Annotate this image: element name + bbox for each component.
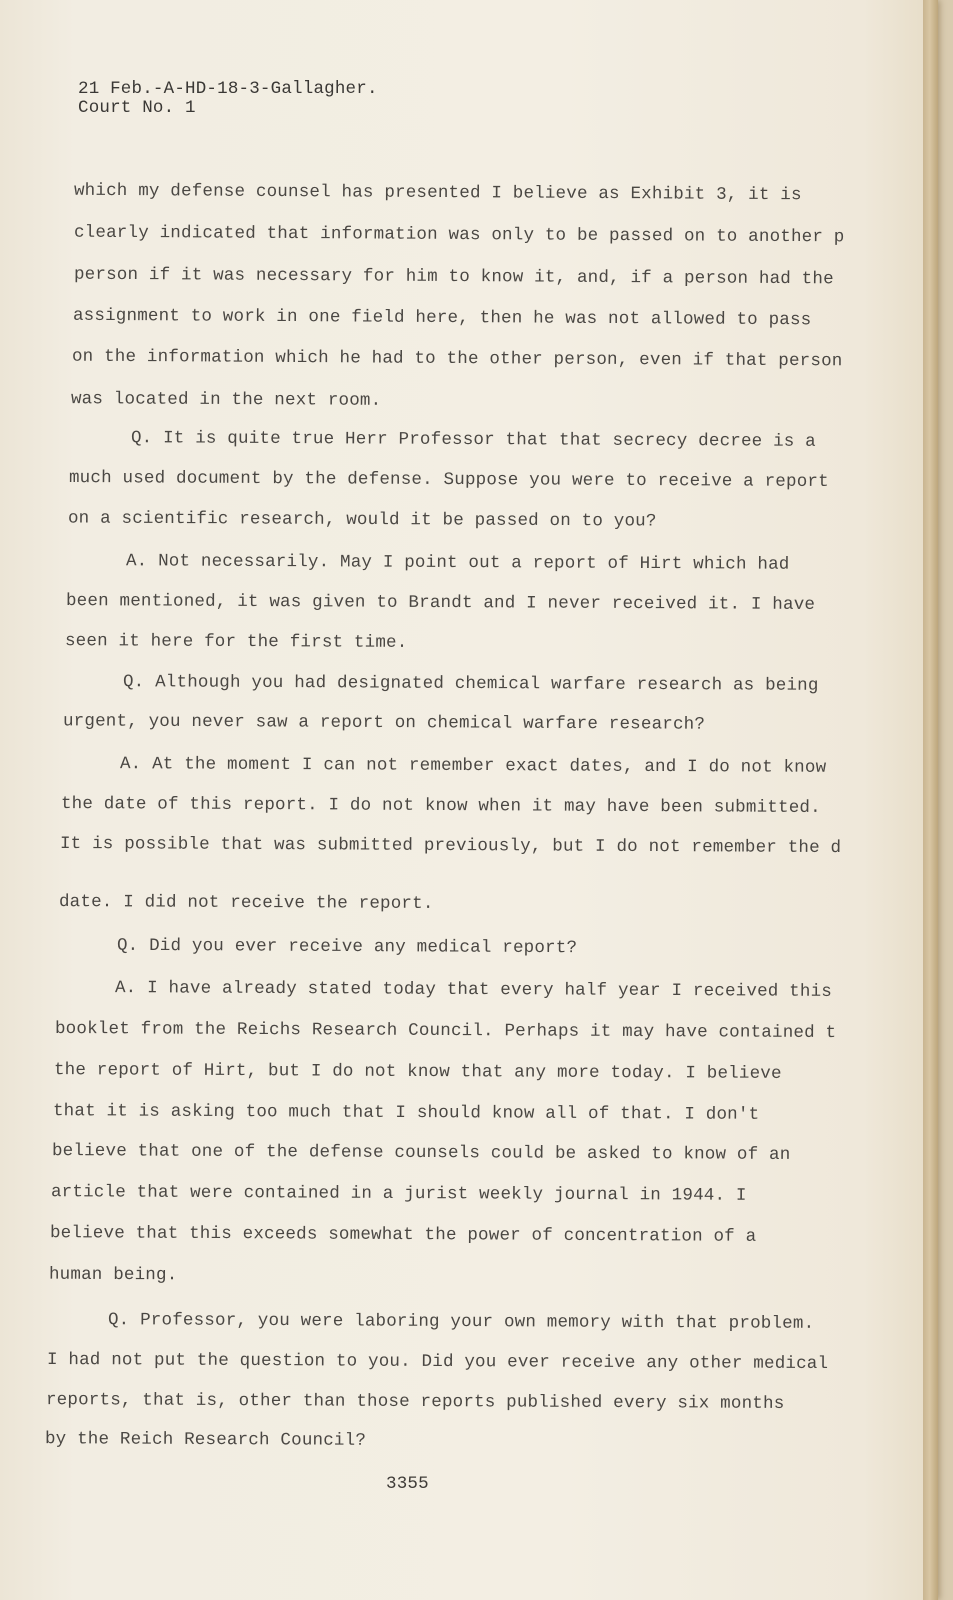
body-line: much used document by the defense. Suppose you were to receive a report xyxy=(68,468,829,492)
body-line: date. I did not receive the report. xyxy=(58,892,434,914)
header-court: Court No. 1 xyxy=(78,98,196,118)
body-line: by the Reich Research Council? xyxy=(44,1429,367,1451)
body-line: the report of Hirt, but I do not know that any more today. I believe xyxy=(53,1060,782,1084)
question-line: Q. It is quite true Herr Professor that that secrecy decree is a xyxy=(130,428,816,452)
body-line: article that were contained in a jurist weekly journal in 1944. I xyxy=(50,1182,747,1206)
body-line: believe that this exceeds somewhat the power of concentration of a xyxy=(49,1223,757,1247)
body-line: the date of this report. I do not know when it may have been submitted. xyxy=(60,794,821,818)
body-line: urgent, you never saw a report on chemical warfare research? xyxy=(62,711,706,735)
body-line: on a scientific research, would it be passed on to you? xyxy=(67,508,657,532)
header-reference: 21 Feb.-A-HD-18-3-Gallagher. xyxy=(78,79,378,99)
body-line: that it is asking too much that I should know all of that. I don't xyxy=(52,1101,760,1125)
answer-line: A. Not necessarily. May I point out a report of Hirt which had xyxy=(125,551,790,575)
body-line: booklet from the Reichs Research Council. Perhaps it may have contained t xyxy=(54,1018,837,1044)
page-edge-shadow xyxy=(923,0,938,1600)
body-line: human being. xyxy=(48,1264,178,1286)
body-line: which my defense counsel has presented I believe as Exhibit 3, it is xyxy=(73,180,802,206)
body-line: seen it here for the first time. xyxy=(64,631,408,653)
body-line: reports, that is, other than those reports published every six months xyxy=(45,1390,785,1414)
answer-line: A. At the moment I can not remember exact dates, and I do not know xyxy=(119,754,827,778)
body-line: I had not put the question to you. Did you ever receive any other medical xyxy=(46,1349,829,1375)
body-line: was located in the next room. xyxy=(70,389,382,411)
page-number: 3355 xyxy=(386,1474,429,1494)
body-line: assignment to work in one field here, then he was not allowed to pass xyxy=(72,305,812,331)
question-line: Q. Did you ever receive any medical report? xyxy=(116,935,578,959)
body-line: It is possible that was submitted previously, but I do not remember the d xyxy=(59,833,842,859)
question-line: Q. Although you had designated chemical warfare research as being xyxy=(122,672,819,696)
answer-line: A. I have already stated today that every half year I received this xyxy=(114,978,833,1002)
question-line: Q. Professor, you were laboring your own memory with that problem. xyxy=(107,1310,815,1334)
body-line: clearly indicated that information was only to be passed on to another p xyxy=(73,222,845,248)
body-line: person if it was necessary for him to know it, and, if a person had the xyxy=(73,264,834,290)
body-line: believe that one of the defense counsels could be asked to know of an xyxy=(51,1141,791,1165)
body-line: on the information which he had to the other person, even if that person xyxy=(71,346,843,372)
body-line: been mentioned, it was given to Brandt and I never received it. I have xyxy=(65,591,816,615)
